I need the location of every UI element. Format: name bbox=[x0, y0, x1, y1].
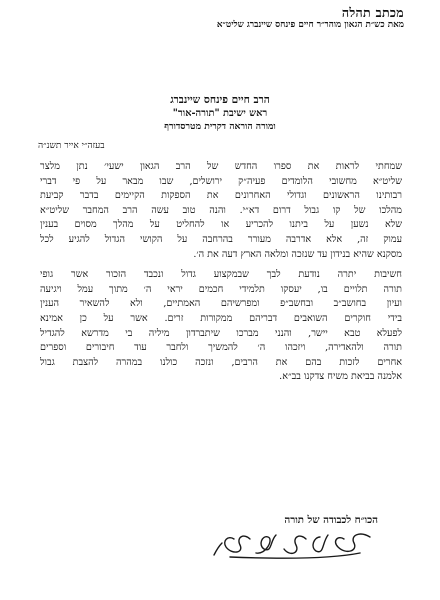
body-line: בידי חוקרים השואבים דבריהם ממקורות זרים. אשר על כן אמינא bbox=[40, 312, 402, 324]
document-subtitle: מאת כש״ת הגאון מוהר״ר חיים פינחס שיינברג שליט״א bbox=[216, 20, 404, 30]
body-line: ועיון בחושב״ב ובחשב״פ ומפרשיהם האמתיים, ולא להשאיר הענין bbox=[40, 298, 402, 310]
letter-body bbox=[40, 160, 402, 391]
body-line: שלא נשען על ביתנו להכריע או להחליט על מהלך מסוים בענין bbox=[40, 219, 402, 231]
body-line: מסקנא שהיא בנידון עד שנזכה ומלאה הארץ דעה את ה׳. bbox=[193, 248, 402, 260]
document-title: מכתב תהלה bbox=[341, 5, 404, 20]
closing-line: הכו״ח לכבודה של תורה bbox=[284, 514, 378, 526]
body-line: שמחתי לראות את ספרו החדש של הרב הגאון ישעי׳ נתן מלצר bbox=[40, 161, 402, 172]
body-line: לפעלא טבא יישר, והנני מברכו שיתברדון מיליה בי מדרשא להגדיל bbox=[40, 327, 402, 339]
body-line: שליט״א מחשובי הלומדים פעיה״ק ירושלים, שבו מבאר על פי דברי bbox=[40, 175, 402, 187]
author-name: הרב חיים פינחס שיינברג bbox=[170, 94, 270, 106]
author-role: ראש ישיבת "תורה-אור" bbox=[172, 108, 268, 119]
letter-date: בעזה״י אייר תשנ״ה bbox=[38, 141, 105, 151]
body-line: חשיבות יתרה נודעת לבך שבמקצוע גדול ונכבד הזכור אשר גופי bbox=[40, 269, 402, 281]
paragraph bbox=[40, 160, 402, 262]
body-line: אלמנה בביאת משיח צדקנו בב״א. bbox=[279, 371, 402, 383]
paragraph bbox=[40, 268, 402, 385]
body-line: עמוק זה, אלא אדרבה מעורר בהרחבה על הקושי הגדול להגיע לכל bbox=[40, 233, 402, 245]
author-role-secondary: ומורה הוראה דקרית מטרסדורף bbox=[164, 121, 276, 132]
body-line: תורה ולהאדירה, ויזכהו ה׳ להמשיך ולחבר עוד חיבורים וספרים bbox=[40, 342, 402, 354]
body-line: אחרים לזכות בהם את הרבים, ונזכה כולנו במהרה להצבת גבול bbox=[40, 356, 402, 368]
body-line: רבותינו הראשונים וגדולי האחרונים את הספקות הקיימים בדבר קביעת bbox=[40, 190, 402, 202]
handwritten-signature bbox=[210, 525, 380, 565]
body-line: מהלכו של קו גבול דרום דא״י. והנה טוב עשה הרב המחבר שליט״א bbox=[40, 204, 402, 216]
body-line: תורה תלויים בו, יעסקו תלמידי חכמים יראי ה׳ מתוך עמל ויגיעה bbox=[40, 283, 402, 295]
